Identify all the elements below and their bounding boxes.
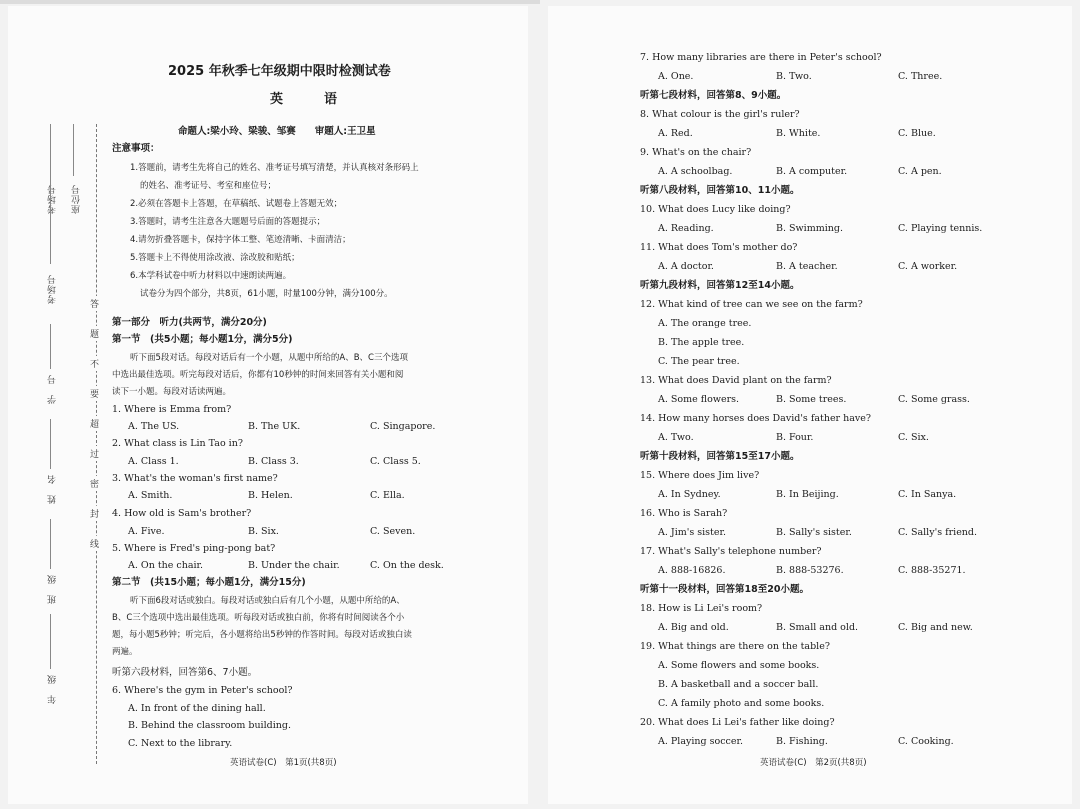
option-b: B. The UK. xyxy=(248,421,301,432)
section2-heading: 第二节 (共15小题；每小题1分，满分15分) xyxy=(112,577,306,588)
question-text: 11. What does Tom's mother do? xyxy=(640,242,798,253)
note-item: 4.请勿折叠答题卡，保持字体工整、笔迹清晰、卡面清洁； xyxy=(130,235,351,245)
option-a: A. 888-16826. xyxy=(658,565,726,576)
option-a: A. The orange tree. xyxy=(658,318,752,329)
top-bar xyxy=(0,0,540,4)
option-b: B. Class 3. xyxy=(248,456,299,467)
name-line xyxy=(50,419,51,469)
seat-line xyxy=(73,124,74,176)
option-c: C. Cooking. xyxy=(898,736,954,747)
question-text: 13. What does David plant on the farm? xyxy=(640,375,832,386)
option-c: C. 888-35271. xyxy=(898,565,966,576)
question-text: 6. Where's the gym in Peter's school? xyxy=(112,685,293,696)
seal-char: 不 xyxy=(90,356,99,371)
option-c: C. Three. xyxy=(898,71,943,82)
notes-heading: 注意事项： xyxy=(112,143,160,154)
question-text: 15. Where does Jim live? xyxy=(640,470,760,481)
page-footer: 英语试卷(C) 第1页(共8页) xyxy=(230,758,337,768)
option-a: A. Class 1. xyxy=(128,456,179,467)
exam-no-label: 考场号 xyxy=(48,184,58,214)
option-c: C. Next to the library. xyxy=(128,738,233,749)
name-label: 姓 名 xyxy=(48,474,58,504)
section1-instruction: 听下面5段对话。每段对话后有一个小题，从题中所给的A、B、C三个选项 xyxy=(130,353,408,363)
exam-page-2 xyxy=(548,6,1072,804)
question-text: 4. How old is Sam's brother? xyxy=(112,508,252,519)
option-b: B. Two. xyxy=(776,71,812,82)
option-c: C. A family photo and some books. xyxy=(658,698,825,709)
option-b: B. A computer. xyxy=(776,166,848,177)
option-c: C. Playing tennis. xyxy=(898,223,983,234)
option-b: B. The apple tree. xyxy=(658,337,745,348)
page-footer: 英语试卷(C) 第2页(共8页) xyxy=(760,758,867,768)
section2-instruction: B、C三个选项中选出最佳选项。听每段对话或独白前，你将有时间阅读各个小 xyxy=(112,613,405,623)
option-a: A. One. xyxy=(658,71,694,82)
option-b: B. 888-53276. xyxy=(776,565,844,576)
option-a: A. Five. xyxy=(128,526,165,537)
question-text: 10. What does Lucy like doing? xyxy=(640,204,791,215)
option-c: C. Ella. xyxy=(370,490,405,501)
option-b: B. Helen. xyxy=(248,490,293,501)
option-a: A. Jim's sister. xyxy=(658,527,727,538)
note-item: 3.答题时，请考生注意各大题题号后面的答题提示； xyxy=(130,217,326,227)
option-c: C. A pen. xyxy=(898,166,942,177)
seal-char: 题 xyxy=(90,326,99,341)
question-text: 20. What does Li Lei's father like doing? xyxy=(640,717,835,728)
option-b: B. Some trees. xyxy=(776,394,847,405)
note-item: 6.本学科试卷中听力材料以中速朗读两遍。 xyxy=(130,271,292,281)
notes-summary: 试卷分为四个部分，共8页，61小题，时量100分钟，满分100分。 xyxy=(140,289,393,299)
option-c: C. Blue. xyxy=(898,128,936,139)
option-b: B. Sally's sister. xyxy=(776,527,852,538)
option-a: A. Some flowers. xyxy=(658,394,740,405)
question-text: 8. What colour is the girl's ruler? xyxy=(640,109,800,120)
option-c: C. The pear tree. xyxy=(658,356,740,367)
grade-label: 年 级 xyxy=(48,674,58,704)
seal-char: 超 xyxy=(90,416,99,431)
seal-char: 密 xyxy=(90,476,99,491)
authors-line: 命题人:梁小玲、梁骏、邹赛 审题人:王卫星 xyxy=(178,126,376,137)
exam-no-line xyxy=(50,124,51,264)
option-c: C. In Sanya. xyxy=(898,489,957,500)
option-c: C. On the desk. xyxy=(370,560,444,571)
question-text: 9. What's on the chair? xyxy=(640,147,752,158)
note-item: 的姓名、准考证号、考室和座位号； xyxy=(140,181,277,191)
question-text: 16. Who is Sarah? xyxy=(640,508,728,519)
question-text: 19. What things are there on the table? xyxy=(640,641,830,652)
option-a: A. Playing soccer. xyxy=(658,736,743,747)
material-heading: 听第十段材料，回答第15至17小题。 xyxy=(640,451,800,462)
material-heading: 听第九段材料，回答第12至14小题。 xyxy=(640,280,800,291)
option-a: A. A doctor. xyxy=(658,261,714,272)
option-a: A. On the chair. xyxy=(128,560,204,571)
seal-char: 线 xyxy=(90,536,99,551)
question-text: 2. What class is Lin Tao in? xyxy=(112,438,243,449)
material-heading: 听第六段材料，回答第6、7小题。 xyxy=(112,667,258,678)
question-text: 14. How many horses does David's father have? xyxy=(640,413,871,424)
note-item: 2.必须在答题卡上答题，在草稿纸、试题卷上答题无效； xyxy=(130,199,343,209)
option-b: B. Six. xyxy=(248,526,279,537)
question-text: 5. Where is Fred's ping-pong bat? xyxy=(112,543,276,554)
question-text: 3. What's the woman's first name? xyxy=(112,473,278,484)
question-text: 12. What kind of tree can we see on the farm? xyxy=(640,299,863,310)
option-b: B. Small and old. xyxy=(776,622,859,633)
option-a: A. Red. xyxy=(658,128,693,139)
question-text: 17. What's Sally's telephone number? xyxy=(640,546,822,557)
student-no-line xyxy=(50,324,51,369)
option-c: C. Six. xyxy=(898,432,929,443)
option-b: B. Fishing. xyxy=(776,736,828,747)
option-b: B. Behind the classroom building. xyxy=(128,720,291,731)
option-b: B. Under the chair. xyxy=(248,560,340,571)
question-text: 1. Where is Emma from? xyxy=(112,404,232,415)
question-text: 7. How many libraries are there in Peter's school? xyxy=(640,52,882,63)
option-c: C. Big and new. xyxy=(898,622,973,633)
option-a: A. The US. xyxy=(128,421,180,432)
question-text: 18. How is Li Lei's room? xyxy=(640,603,763,614)
option-c: C. Some grass. xyxy=(898,394,970,405)
option-a: A. In Sydney. xyxy=(658,489,721,500)
option-c: C. Singapore. xyxy=(370,421,436,432)
option-c: C. Seven. xyxy=(370,526,416,537)
class-label: 班 级 xyxy=(48,574,58,604)
option-b: B. A teacher. xyxy=(776,261,838,272)
option-b: B. In Beijing. xyxy=(776,489,839,500)
option-a: A. Some flowers and some books. xyxy=(658,660,820,671)
section2-instruction: 题，每小题5秒钟；听完后，各小题将给出5秒钟的作答时间。每段对话或独白读 xyxy=(112,630,412,640)
grade-line xyxy=(50,614,51,669)
option-b: B. A basketball and a soccer ball. xyxy=(658,679,819,690)
section1-heading: 第一节 (共5小题；每小题1分，满分5分) xyxy=(112,334,293,345)
option-c: C. Class 5. xyxy=(370,456,421,467)
option-a: A. Two. xyxy=(658,432,694,443)
option-c: C. Sally's friend. xyxy=(898,527,978,538)
material-heading: 听第七段材料，回答第8、9小题。 xyxy=(640,90,787,101)
subject-title: 英 语 xyxy=(270,92,352,107)
part1-heading: 第一部分 听力(共两节，满分20分) xyxy=(112,317,267,328)
section2-instruction: 两遍。 xyxy=(112,647,138,657)
option-a: A. Smith. xyxy=(128,490,173,501)
option-a: A. In front of the dining hall. xyxy=(128,703,266,714)
material-heading: 听第八段材料，回答第10、11小题。 xyxy=(640,185,800,196)
seal-char: 要 xyxy=(90,386,99,401)
material-heading: 听第十一段材料，回答第18至20小题。 xyxy=(640,584,809,595)
seat-label: 座位号 xyxy=(72,184,82,214)
option-b: B. Swimming. xyxy=(776,223,843,234)
exam-title: 2025 年秋季七年级期中限时检测试卷 xyxy=(168,64,391,79)
option-b: B. White. xyxy=(776,128,821,139)
exam-no-label-2: 考场号 xyxy=(48,274,58,304)
option-a: A. Big and old. xyxy=(658,622,729,633)
option-a: A. Reading. xyxy=(658,223,714,234)
seal-char: 答 xyxy=(90,296,99,311)
binding-margin xyxy=(48,124,112,764)
seal-char: 过 xyxy=(90,446,99,461)
option-b: B. Four. xyxy=(776,432,814,443)
option-a: A. A schoolbag. xyxy=(658,166,733,177)
seal-char: 封 xyxy=(90,506,99,521)
note-item: 5.答题卡上不得使用涂改液、涂改胶和贴纸； xyxy=(130,253,300,263)
section1-instruction: 中选出最佳选项。听完每段对话后，你都有10秒钟的时间来回答有关小题和阅 xyxy=(112,370,404,380)
student-no-label: 学 号 xyxy=(48,374,58,404)
exam-page-1 xyxy=(8,6,528,804)
option-c: C. A worker. xyxy=(898,261,958,272)
section2-instruction: 听下面6段对话或独白。每段对话或独白后有几个小题，从题中所给的A、 xyxy=(130,596,405,606)
note-item: 1.答题前，请考生先将自己的姓名、准考证号填写清楚，并认真核对条形码上 xyxy=(130,163,419,173)
class-line xyxy=(50,519,51,569)
section1-instruction: 读下一小题。每段对话读两遍。 xyxy=(112,387,232,397)
seal-dashed-line xyxy=(96,124,97,764)
